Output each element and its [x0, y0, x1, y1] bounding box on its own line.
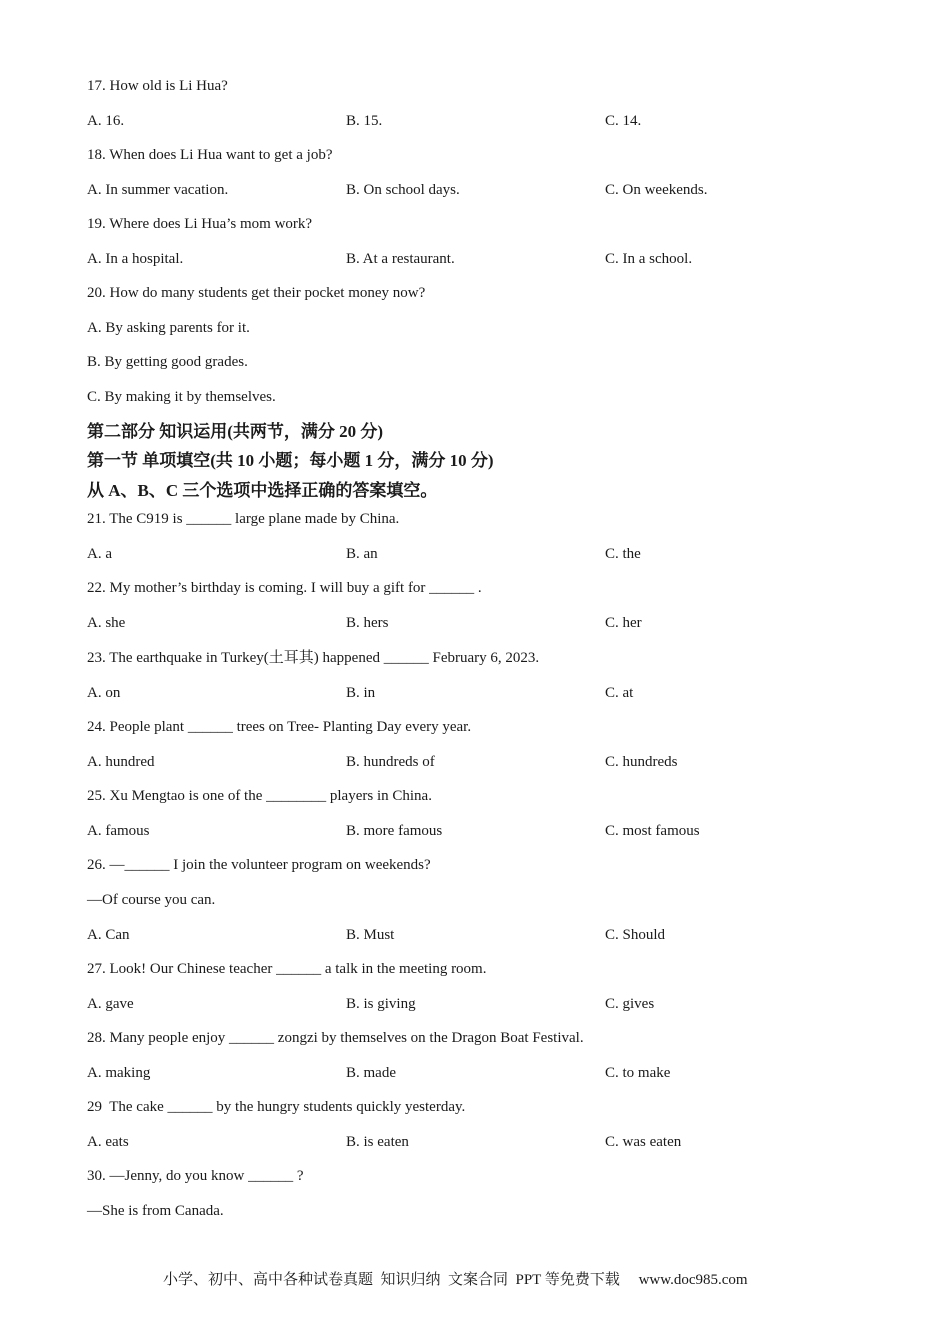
- option-b: B. 15.: [346, 113, 383, 129]
- option-c: C. her: [605, 615, 642, 631]
- option-c: C. 14.: [605, 113, 642, 129]
- option-c: C. was eaten: [605, 1134, 682, 1150]
- option-a: A. In summer vacation.: [87, 182, 229, 198]
- option-b: B. Must: [346, 927, 395, 943]
- option-c: C. the: [605, 546, 641, 562]
- option-a: A. eats: [87, 1134, 129, 1150]
- question-stem: 20. How do many students get their pocket money now?: [87, 285, 426, 301]
- section-heading: 第一节 单项填空(共 10 小题；每小题 1 分，满分 10 分): [87, 451, 494, 470]
- question-stem: 21. The C919 is ______ large plane made by China.: [87, 511, 400, 527]
- option-b: B. is giving: [346, 996, 416, 1012]
- option-a: A. In a hospital.: [87, 251, 184, 267]
- option-b: B. made: [346, 1065, 396, 1081]
- question-stem: 24. People plant ______ trees on Tree- Planting Day every year.: [87, 719, 472, 735]
- section-instruction: 从 A、B、C 三个选项中选择正确的答案填空。: [87, 481, 438, 500]
- question-stem: 30. —Jenny, do you know ______ ?: [87, 1168, 304, 1184]
- option-b: B. By getting good grades.: [87, 354, 248, 370]
- dialogue-reply: —She is from Canada.: [87, 1203, 224, 1219]
- option-c: C. hundreds: [605, 754, 678, 770]
- question-stem: 29 The cake ______ by the hungry students quickly yesterday.: [87, 1099, 466, 1115]
- question-stem: 25. Xu Mengtao is one of the ________ players in China.: [87, 788, 432, 804]
- option-a: A. Can: [87, 927, 130, 943]
- option-c: C. In a school.: [605, 251, 693, 267]
- question-stem: 17. How old is Li Hua?: [87, 78, 228, 94]
- option-c: C. to make: [605, 1065, 671, 1081]
- option-b: B. an: [346, 546, 378, 562]
- option-a: A. 16.: [87, 113, 125, 129]
- question-stem: 22. My mother’s birthday is coming. I will buy a gift for ______ .: [87, 580, 482, 596]
- question-stem: 27. Look! Our Chinese teacher ______ a talk in the meeting room.: [87, 961, 487, 977]
- option-b: B. On school days.: [346, 182, 460, 198]
- option-b: B. is eaten: [346, 1134, 409, 1150]
- option-c: C. Should: [605, 927, 666, 943]
- question-stem: 18. When does Li Hua want to get a job?: [87, 147, 333, 163]
- option-a: A. on: [87, 685, 121, 701]
- option-b: B. hundreds of: [346, 754, 435, 770]
- option-b: B. At a restaurant.: [346, 251, 455, 267]
- option-c: C. On weekends.: [605, 182, 708, 198]
- option-c: C. By making it by themselves.: [87, 389, 276, 405]
- option-b: B. in: [346, 685, 376, 701]
- option-a: A. famous: [87, 823, 150, 839]
- option-a: A. a: [87, 546, 112, 562]
- option-c: C. at: [605, 685, 634, 701]
- option-b: B. more famous: [346, 823, 443, 839]
- option-a: A. she: [87, 615, 126, 631]
- option-c: C. gives: [605, 996, 655, 1012]
- question-stem: 26. —______ I join the volunteer program on weekends?: [87, 857, 431, 873]
- option-a: A. hundred: [87, 754, 155, 770]
- option-a: A. making: [87, 1065, 151, 1081]
- question-stem: 28. Many people enjoy ______ zongzi by themselves on the Dragon Boat Festival.: [87, 1030, 584, 1046]
- option-a: A. By asking parents for it.: [87, 320, 250, 336]
- option-b: B. hers: [346, 615, 389, 631]
- question-stem: 19. Where does Li Hua’s mom work?: [87, 216, 313, 232]
- dialogue-reply: —Of course you can.: [87, 892, 216, 908]
- question-stem: 23. The earthquake in Turkey(土耳其) happened ______ February 6, 2023.: [87, 650, 540, 666]
- page-footer: 小学、初中、高中各种试卷真题 知识归纳 文案合同 PPT 等免费下载 www.doc985.com: [163, 1272, 748, 1288]
- option-a: A. gave: [87, 996, 134, 1012]
- part-heading: 第二部分 知识运用(共两节，满分 20 分): [87, 422, 384, 441]
- option-c: C. most famous: [605, 823, 700, 839]
